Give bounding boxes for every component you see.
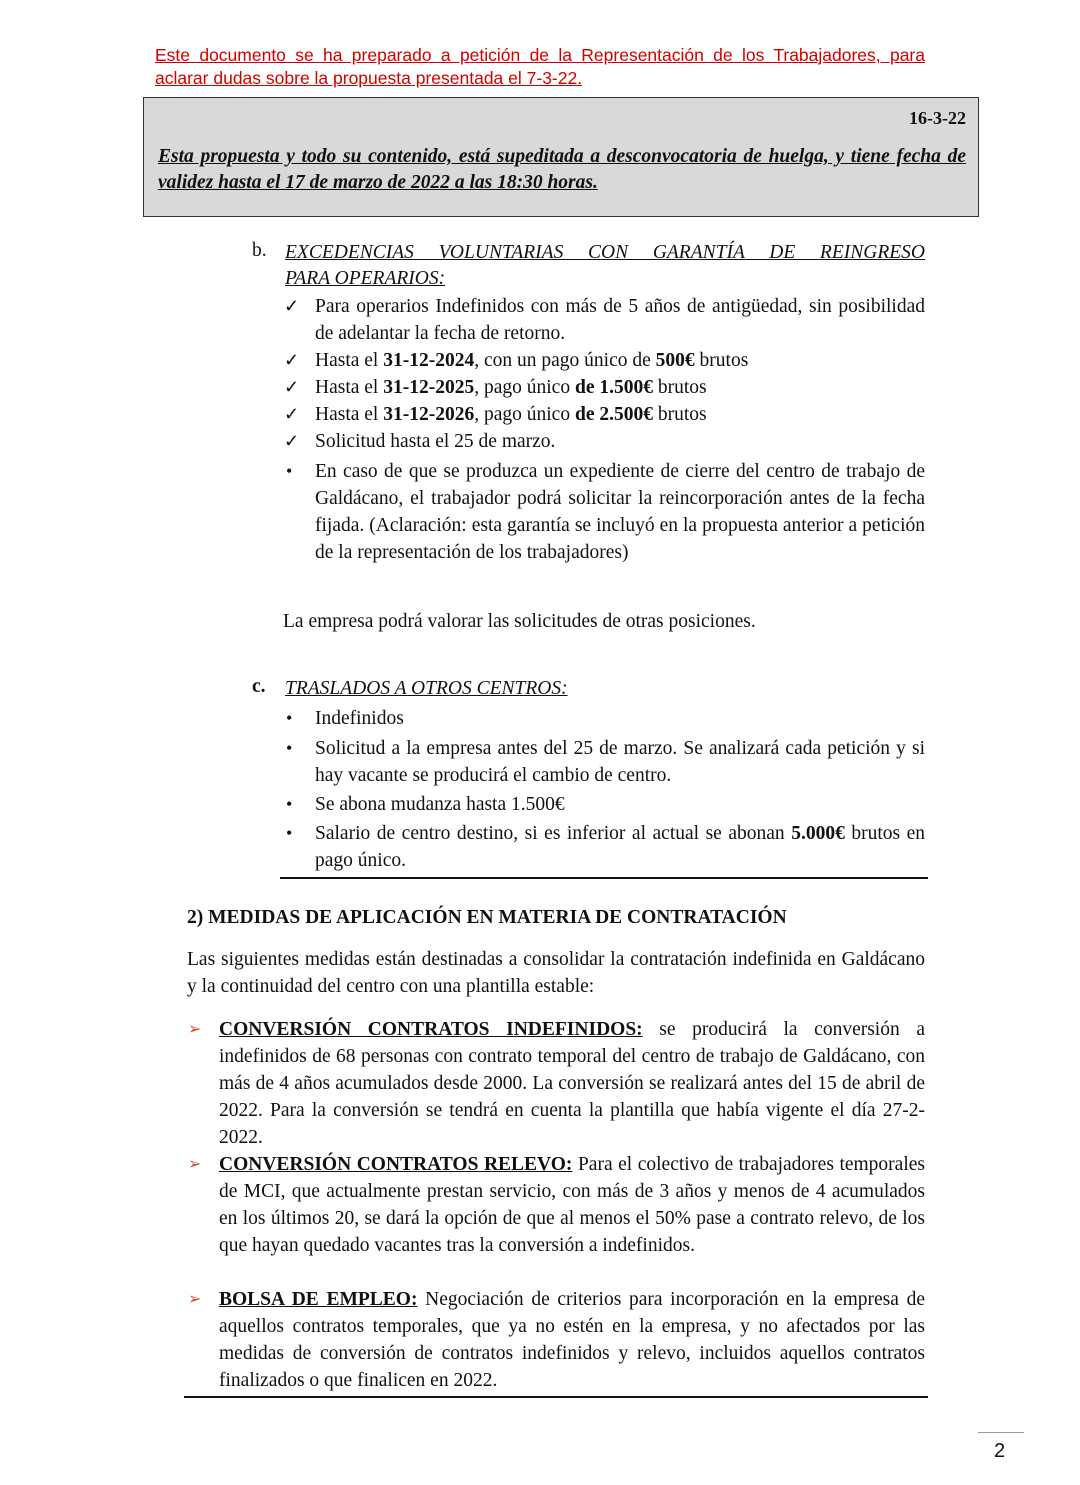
check-icon: ✓ xyxy=(284,404,300,424)
bullet-icon: • xyxy=(286,461,293,481)
header-note: Este documento se ha preparado a petición de la Representación de los Trabajadores, para aclarar dudas sobre la propuesta presentada el 7-3-22. xyxy=(155,45,925,88)
check-icon: ✓ xyxy=(284,431,300,451)
list-item: Solicitud a la empresa antes del 25 de marzo. Se analizará cada petición y si hay vacante se producirá el cambio de centro. xyxy=(315,738,925,786)
bullet-icon: • xyxy=(286,794,293,814)
list-item: Hasta el 31-12-2025, pago único de 1.500€ brutos xyxy=(315,377,707,398)
check-icon: ✓ xyxy=(284,377,300,397)
arrow-bullet-icon: ➢ xyxy=(188,1156,202,1173)
section-2-title: 2) MEDIDAS DE APLICACIÓN EN MATERIA DE CONTRATACIÓN xyxy=(187,907,787,928)
list-item: Para operarios Indefinidos con más de 5 años de antigüedad, sin posibilidad de adelantar la fecha de retorno. xyxy=(315,296,925,344)
list-item: CONVERSIÓN CONTRATOS INDEFINIDOS: se producirá la conversión a indefinidos de 68 personas con contrato temporal del centro de trabajo de Galdácano, con más de 4 años acumulados desde 2000. La conversión se realizará antes del 15 de abril de 2022. Para la conversión se tendrá en cuenta la plantilla que había vigente el día 27-2-2022. xyxy=(219,1019,925,1148)
arrow-bullet-icon: ➢ xyxy=(188,1021,202,1038)
list-item: Se abona mudanza hasta 1.500€ xyxy=(315,794,565,815)
page-number: 2 xyxy=(994,1440,1006,1462)
section-c-letter: c. xyxy=(252,676,266,697)
list-item: Hasta el 31-12-2024, con un pago único de 500€ brutos xyxy=(315,350,749,371)
divider xyxy=(280,877,928,879)
check-icon: ✓ xyxy=(284,350,300,370)
page-number-rule xyxy=(978,1432,1024,1433)
box-date: 16-3-22 xyxy=(909,108,966,128)
section-b-letter: b. xyxy=(252,240,267,261)
list-item: Salario de centro destino, si es inferior al actual se abonan 5.000€ brutos en pago único. xyxy=(315,823,926,871)
section-c-title: TRASLADOS A OTROS CENTROS: xyxy=(285,678,568,699)
section-b-title-line2: PARA OPERARIOS: xyxy=(285,268,446,289)
list-item: CONVERSIÓN CONTRATOS RELEVO: Para el colectivo de trabajadores temporales de MCI, que actualmente prestan servicio, con más de 3 años y menos de 4 acumulados en los últimos 20, se dará la opción de que al menos el 50% pase a contrato relevo, de los que hayan quedado vacantes tras la conversión a indefinidos. xyxy=(219,1154,925,1256)
arrow-bullet-icon: ➢ xyxy=(188,1291,202,1308)
validity-box xyxy=(143,97,979,217)
list-item: BOLSA DE EMPLEO: Negociación de criterios para incorporación en la empresa de aquellos contratos temporales, que ya no estén en la empresa, y no afectados por las medidas de conversión de contratos indefinidos y relevo, incluidos aquellos contratos finalizados o que finalicen en 2022. xyxy=(219,1289,925,1391)
list-item: Hasta el 31-12-2026, pago único de 2.500€ brutos xyxy=(315,404,707,425)
bullet-icon: • xyxy=(286,823,293,843)
box-text: Esta propuesta y todo su contenido, está supeditada a desconvocatoria de huelga, y tiene fecha de validez hasta el 17 de marzo de 2022 a las 18:30 horas. xyxy=(158,146,966,193)
list-item: Solicitud hasta el 25 de marzo. xyxy=(315,431,556,452)
section-2-intro: Las siguientes medidas están destinadas a consolidar la contratación indefinida en Galdácano y la continuidad del centro con una plantilla estable: xyxy=(187,949,925,997)
section-b-title-line1: EXCEDENCIAS VOLUNTARIAS CON GARANTÍA DE REINGRESO xyxy=(285,242,925,263)
section-b-note: La empresa podrá valorar las solicitudes de otras posiciones. xyxy=(283,611,756,632)
list-item: Indefinidos xyxy=(315,708,404,729)
divider xyxy=(184,1396,928,1398)
list-item: En caso de que se produzca un expediente de cierre del centro de trabajo de Galdácano, el trabajador podrá solicitar la reincorporación antes de la fecha fijada. (Aclaración: esta garantía se incluyó en la propuesta anterior a petición de la representación de los trabajadores) xyxy=(315,461,925,563)
bullet-icon: • xyxy=(286,708,293,728)
check-icon: ✓ xyxy=(284,296,300,316)
bullet-icon: • xyxy=(286,738,293,758)
